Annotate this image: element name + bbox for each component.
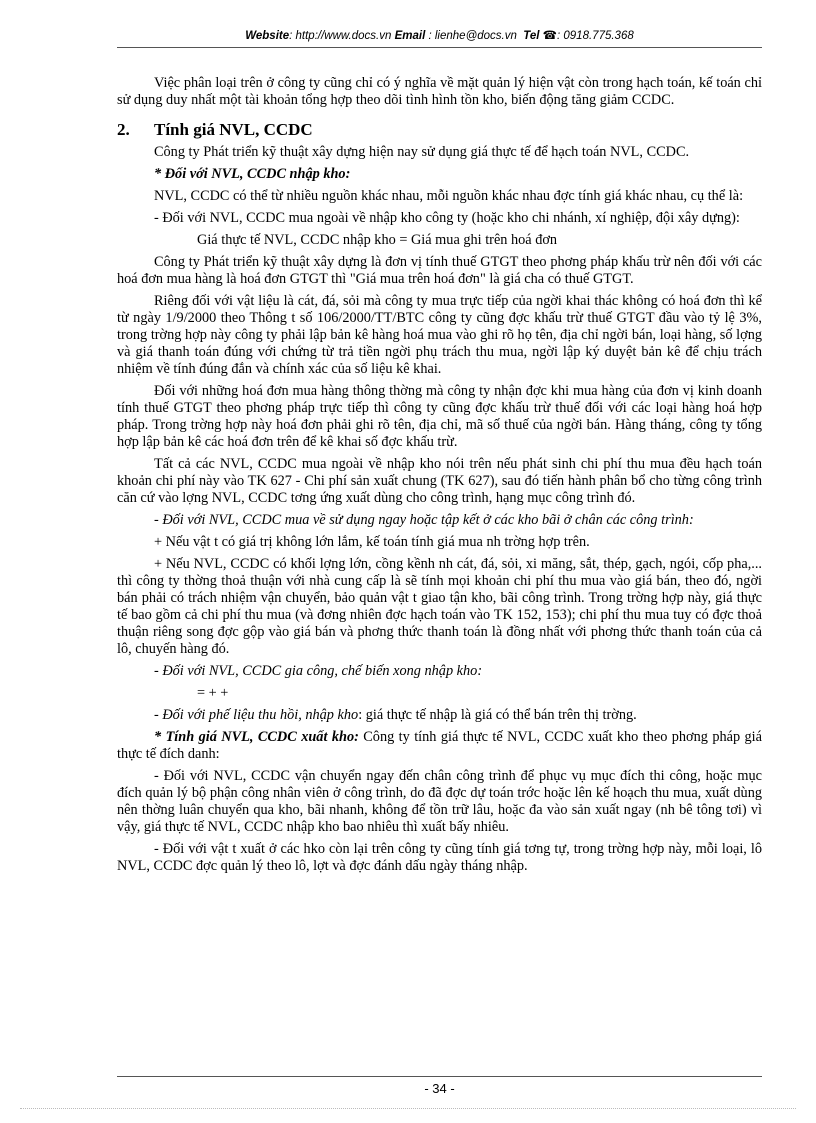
section-heading xyxy=(117,121,762,138)
page-bottom-border xyxy=(20,1108,796,1109)
italic-item: - Đối với NVL, CCDC gia công, chế biến xong nhập kho: xyxy=(154,663,483,679)
paragraph: + Nếu vật t có giá trị không lớn lắm, kế toán tính giá mua nh trờng hợp trên. xyxy=(154,534,590,550)
paragraph: NVL, CCDC có thể từ nhiều nguồn khác nhau, mỗi nguồn khác nhau đợc tính giá khác nhau, cụ thể là: xyxy=(154,188,744,204)
formula-blank: = + + xyxy=(197,685,229,701)
tel-label: Tel xyxy=(523,30,540,42)
paragraph: Công ty Phát triển kỹ thuật xây dựng hiện nay sử dụng giá thực tế để hạch toán NVL, CCDC. xyxy=(154,144,690,160)
paragraph: - Đối với NVL, CCDC vận chuyển ngay đến chân công trình để phục vụ mục đích thi công, hoặc mục đích quản lý bộ phận công nhân viên ở công trình, do đã đợc dự toán trớc hoặc lên kế hoạch thu mua, xuất dùng nên thờng luân chuyển qua kho, bãi nhanh, không để tồn trữ lâu, hoặc đa vào sản xuất ngay (nh bê tông tơi) vì vậy, giá thực tế NVL, CCDC nhập kho bao nhiêu thì xuất bấy nhiêu. xyxy=(117,768,762,835)
paragraph: - Đối với vật t xuất ở các hko còn lại trên công ty cũng tính giá tơng tự, trong trờng hợp này, mỗi loại, lô NVL, CCDC đợc quản lý theo lô, lợt và đợc đánh dấu ngày tháng nhập. xyxy=(117,841,762,874)
subheading-nhap-kho: * Đối với NVL, CCDC nhập kho: xyxy=(154,166,351,182)
italic-lead: - Đối với phế liệu thu hồi, nhập kho xyxy=(154,707,359,723)
paragraph: Tất cả các NVL, CCDC mua ngoài về nhập kho nói trên nếu phát sinh chi phí thu mua đều hạch toán khoản chi phí này vào TK 627 - Chi phí sản xuất chung (TK 627), sau đó tiến hành phân bổ cho từng công trình căn cứ vào lợng NVL, CCDC tơng ứng xuất dùng cho công trình, hạng mục công trình đó. xyxy=(117,456,762,506)
paragraph: + Nếu NVL, CCDC có khối lợng lớn, cồng kềnh nh cát, đá, sỏi, xi măng, sắt, thép, gạch, ngói, cốp pha,... thì công ty thờng thoả thuận với nhà cung cấp là sẽ tính mọi khoản chi phí thu mua vào giá bán, theo đó, ngời bán phải có trách nhiệm vận chuyển, bảo quản vật t giao tận kho, bãi công trình. Trong trờng hợp này, giá thực tế bao gồm cả chi phí thu mua (và đơng nhiên đợc hạch toán vào TK 152, 153); chi phí thu mua tuy có đợc thoả thuận riêng song đợc gộp vào giá bán và phơng thức thanh toán là đồng nhất với phơng thức thanh toán của cả lô, chuyến hàng đó. xyxy=(117,556,762,657)
paragraph: Đối với những hoá đơn mua hàng thông thờng mà công ty nhận đợc khi mua hàng của đơn vị kinh doanh tính thuế GTGT theo phơng pháp trực tiếp thì công ty cũng đợc khấu trừ thuế đối với các loại hàng hoá hợp pháp. Trong trờng hợp này hoá đơn phải ghi rõ tên, địa chỉ, mã số thuế của ngời bán. Hàng tháng, công ty tổng hợp lập bản kê các hoá đơn trên để kê khai số đợc khấu trừ. xyxy=(117,383,762,450)
paragraph xyxy=(117,729,762,763)
website-label: Website xyxy=(245,30,290,42)
paragraph: Công ty Phát triển kỹ thuật xây dựng là đơn vị tính thuế GTGT theo phơng pháp khấu trừ nên đối với các hoá đơn mua hàng là hoá đơn GTGT thì "Giá mua trên hoá đơn" là giá cha có thuế GTGT. xyxy=(117,254,762,287)
email-label: Email xyxy=(394,30,426,42)
tel-value: : 0918.775.368 xyxy=(557,30,634,42)
paragraph xyxy=(117,707,762,724)
paragraph: Việc phân loại trên ở công ty cũng chỉ có ý nghĩa về mặt quản lý hiện vật còn trong hạch toán, kế toán chỉ sử dụng duy nhất một tài khoản tổng hợp theo dõi tình hình tồn kho, biến động tăng giảm CCDC. xyxy=(117,75,762,108)
paragraph-rest: : giá thực tế nhập là giá có thể bán trên thị trờng. xyxy=(358,707,637,723)
formula: Giá thực tế NVL, CCDC nhập kho = Giá mua ghi trên hoá đơn xyxy=(197,232,558,248)
subheading-xuat-kho: * Tính giá NVL, CCDC xuất kho: xyxy=(154,729,359,745)
italic-item: - Đối với NVL, CCDC mua về sử dụng ngay hoặc tập kết ở các kho bãi ở chân các công trình: xyxy=(154,512,694,528)
website-value: : http://www.docs.vn xyxy=(289,30,392,42)
page-number: - 34 - xyxy=(424,1081,455,1096)
email-value: : lienhe@docs.vn xyxy=(428,30,517,42)
section-title: Tính giá NVL, CCDC xyxy=(154,120,313,139)
paragraph: - Đối với NVL, CCDC mua ngoài về nhập kho công ty (hoặc kho chi nhánh, xí nghiệp, đội xây dựng): xyxy=(154,210,740,226)
footer-divider xyxy=(117,1076,762,1077)
section-number: 2. xyxy=(117,120,130,139)
phone-icon: ☎ xyxy=(542,30,557,42)
paragraph: Riêng đối với vật liệu là cát, đá, sỏi mà công ty mua trực tiếp của ngời khai thác không có hoá đơn thì kể từ ngày 1/9/2000 theo Thông t số 106/2000/TT/BTC công ty cũng đợc khấu trừ thuế GTGT đầu vào tỷ lệ 3%, trong trờng hợp này công ty phải lập bản kê hàng hoá mua vào ghi rõ họ tên, địa chỉ ngời bán, loại hàng, số lợng và giá thanh toán đúng với chứng từ trả tiền ngời phụ trách thu mua, ngời lập ký duyệt bản kê để chịu trách nhiệm về tính đúng đắn và chính xác của số liệu kê khai. xyxy=(117,293,762,377)
page-header xyxy=(117,28,762,42)
header-divider xyxy=(117,47,762,48)
paragraph-rest: Công ty tính giá thực tế NVL, CCDC xuất kho theo phơng pháp giá thực tế đích danh: xyxy=(117,729,762,762)
document-body xyxy=(117,75,762,880)
